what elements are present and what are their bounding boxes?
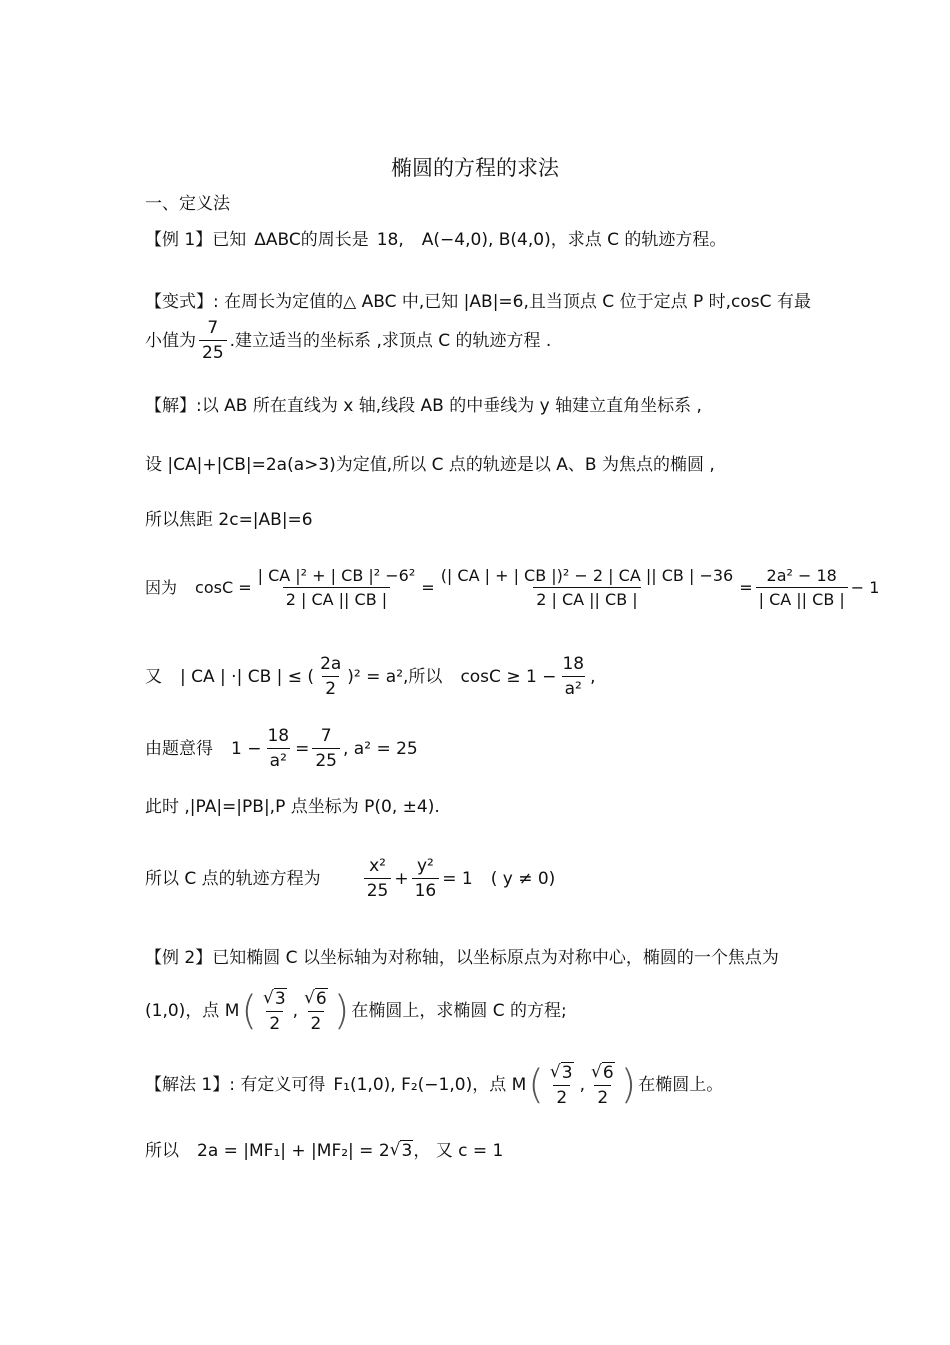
text: 已知 [212, 230, 247, 250]
fraction: $\frac{\text{x²}}{25}$ [364, 856, 392, 902]
fraction: $\frac{2a}{2}$ [320, 654, 342, 700]
text: 的周长是 [300, 230, 369, 250]
text: ，点 M [472, 1075, 527, 1096]
text: cosC = [195, 578, 252, 598]
solution-2-line-2 [145, 1140, 890, 1161]
text: 2a = |MF₁| + |MF₂| = 2 [197, 1140, 390, 1161]
section-heading-text: 一、定义法 [145, 194, 230, 214]
text: 已知椭圆 C 以坐标轴为对称轴，以坐标原点为对称中心，椭圆的一个焦点为 [212, 948, 779, 968]
page-title: 椭圆的方程的求法 [391, 156, 559, 180]
section-heading [145, 194, 890, 214]
inequality-line [145, 654, 890, 700]
text: : 有定义可得 [229, 1075, 326, 1096]
text: 因为 [145, 578, 178, 598]
example-2-label: 【例 2】 [145, 948, 213, 968]
text: 在椭圆上，求椭圆 C 的方程; [351, 1001, 567, 1022]
cos-formula: 因为 cosC = $\frac{\text{| CA |² + | CB |² −6²}}{2 | CA || CB |}$ = $\frac{\text{(| CA | + | CB |)² − 2 | CA || CB | −36}}{2 | CA || CB |}$ = $\frac{\text{2a² − 18}}{| CA || CB |}$ − 1 [145, 566, 880, 610]
point-m: ( √ 3 2 , √ 6 2 ) [528, 1062, 637, 1109]
text: ， 又 c = 1 [413, 1140, 504, 1161]
variant-label: 【变式】 [145, 292, 213, 312]
text: )² = a²,所以 [347, 666, 443, 687]
foci: F₁(1,0), F₂(−1,0) [333, 1075, 473, 1096]
text: 又 [145, 666, 162, 687]
text: = [295, 738, 310, 759]
text: .建立适当的坐标系 ,求顶点 C 的轨迹方程 . [229, 330, 552, 351]
text: cosC ≥ 1 − [460, 666, 557, 687]
text: :以 AB 所在直线为 x 轴,线段 AB 的中垂线为 y 轴建立直角坐标系 , [196, 396, 702, 416]
fraction: $\frac{\text{| CA |² + | CB |² −6²}}{2 | CA || CB |}$ [257, 566, 416, 610]
fraction: $\frac{18}{\text{a²}}$ [562, 654, 585, 700]
text: 所以焦距 2c=|AB|=6 [145, 510, 313, 530]
text: 由题意得 [145, 738, 213, 759]
text: ( y ≠ 0) [490, 868, 556, 889]
variant-line-2 [145, 318, 890, 364]
fraction: $\frac{\text{(| CA | + | CB |)² − 2 | CA || CB | −36}}{2 | CA || CB |}$ [440, 566, 734, 610]
sqrt: √ 3 [389, 1140, 413, 1161]
text: ，点 M [185, 1001, 240, 1022]
text: 在椭圆上。 [638, 1075, 724, 1096]
text: | CA | ·| CB | ≤ ( [180, 666, 315, 687]
fraction: $\frac{\text{y²}}{16}$ [412, 856, 440, 902]
text: , [590, 666, 596, 687]
point-m: ( √ 3 2 , √ 6 2 ) [241, 988, 350, 1035]
example-1 [145, 230, 890, 250]
text: 此时 ,|PA|=|PB|,P 点坐标为 P(0, ±4). [145, 797, 440, 817]
solution-line-1 [145, 396, 890, 416]
text: + [394, 868, 409, 889]
fraction: $\frac{\text{2a² − 18}}{| CA || CB |}$ [756, 566, 848, 609]
text: 1 − [231, 738, 262, 759]
point-p-line [145, 797, 890, 817]
solution-label: 【解】 [145, 396, 196, 416]
condition-line [145, 726, 890, 772]
text: = 1 [442, 868, 473, 889]
text: , a² = 25 [343, 738, 418, 759]
fraction: $\frac{18}{\text{a²}}$ [267, 726, 290, 772]
result-line [145, 856, 890, 902]
text: 所以 [145, 1140, 179, 1161]
triangle-name: ΔABC [254, 230, 301, 250]
text: 所以 C 点的轨迹方程为 [145, 868, 321, 889]
focus-point: (1,0) [145, 1001, 186, 1022]
solution-2-line-1 [145, 1062, 890, 1109]
fraction: $\frac{7}{25}$ [199, 318, 227, 364]
text: : 在周长为定值的△ ABC 中,已知 |AB|=6,且当顶点 C 位于定点 P 时,cosC 有最 [213, 292, 811, 312]
fraction: $\frac{7}{25}$ [312, 726, 340, 772]
text: 设 |CA|+|CB|=2a(a>3)为定值,所以 C 点的轨迹是以 A、B 为焦点的椭圆 , [145, 455, 715, 475]
example-2-line-2 [145, 988, 890, 1035]
example-1-label: 【例 1】 [145, 230, 213, 250]
solution-line-2 [145, 455, 890, 475]
perimeter-value: 18, [376, 230, 404, 250]
text: ，求点 C 的轨迹方程。 [550, 230, 727, 250]
solution-2-label: 【解法 1】 [145, 1075, 230, 1096]
variant-line-1 [145, 292, 890, 312]
example-2-line-1 [145, 948, 890, 968]
points-ab: A(−4,0), B(4,0) [421, 230, 551, 250]
text: 小值为 [145, 330, 196, 351]
solution-line-3 [145, 510, 890, 530]
text: − 1 [850, 578, 880, 598]
